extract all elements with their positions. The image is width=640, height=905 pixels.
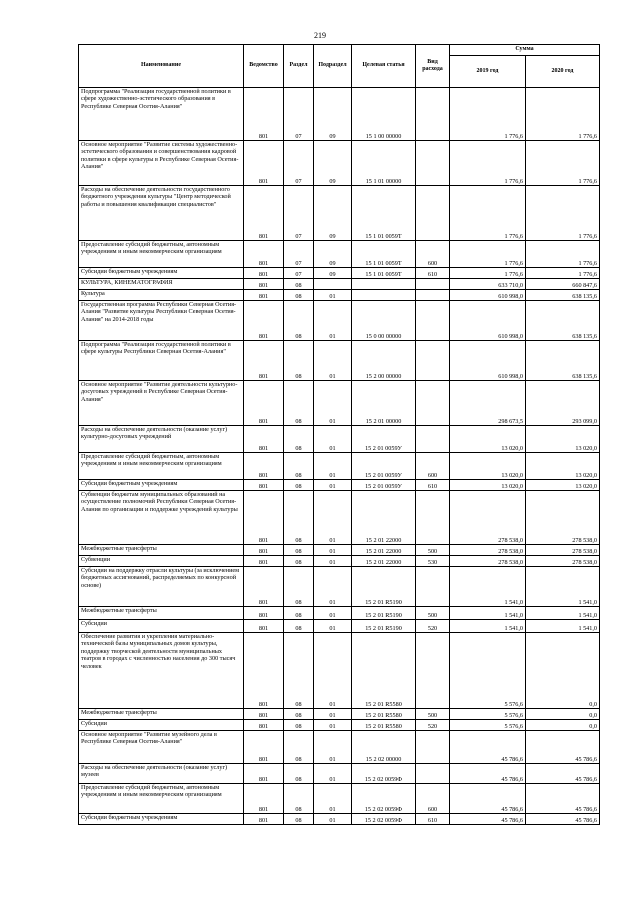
row-subsection: 09 xyxy=(314,88,352,141)
row-sum-2019: 45 786,6 xyxy=(450,814,526,825)
row-sum-2020: 13 020,0 xyxy=(526,480,600,491)
row-sum-2019: 298 673,5 xyxy=(450,381,526,426)
table-body xyxy=(79,88,600,825)
row-expense-type xyxy=(416,633,450,709)
row-expense-type: 500 xyxy=(416,545,450,556)
table-row xyxy=(79,241,600,268)
header-department: Ведомство xyxy=(244,45,284,88)
row-section: 08 xyxy=(284,607,314,620)
row-sum-2019: 5 576,6 xyxy=(450,633,526,709)
table-row xyxy=(79,556,600,567)
row-sum-2020: 13 020,0 xyxy=(526,453,600,480)
row-name: Межбюджетные трансферты xyxy=(79,607,244,620)
row-expense-type xyxy=(416,567,450,607)
row-department: 801 xyxy=(244,620,284,633)
row-name: Субсидии xyxy=(79,720,244,731)
row-target xyxy=(352,279,416,290)
row-sum-2019: 13 020,0 xyxy=(450,480,526,491)
row-department: 801 xyxy=(244,301,284,341)
row-target: 15 1 00 00000 xyxy=(352,88,416,141)
row-subsection: 01 xyxy=(314,633,352,709)
row-name: Подпрограмма "Реализация государственной политики в сфере культуры Республики Северная Осетия-Алания" xyxy=(79,341,244,381)
row-section: 08 xyxy=(284,633,314,709)
row-expense-type xyxy=(416,381,450,426)
header-subsection: Подраздел xyxy=(314,45,352,88)
row-expense-type xyxy=(416,426,450,453)
header-year-2020: 2020 год xyxy=(526,56,600,88)
row-sum-2019: 610 998,0 xyxy=(450,341,526,381)
row-subsection: 01 xyxy=(314,620,352,633)
row-sum-2019: 278 538,0 xyxy=(450,556,526,567)
row-section: 08 xyxy=(284,480,314,491)
row-subsection: 09 xyxy=(314,141,352,186)
row-department: 801 xyxy=(244,567,284,607)
row-expense-type: 530 xyxy=(416,556,450,567)
row-name: Субсидии бюджетным учреждениям xyxy=(79,268,244,279)
row-target: 15 1 01 0059Т xyxy=(352,186,416,241)
row-subsection xyxy=(314,279,352,290)
row-target: 15 2 01 22000 xyxy=(352,545,416,556)
table-row xyxy=(79,290,600,301)
row-name: Культура xyxy=(79,290,244,301)
table-row xyxy=(79,268,600,279)
row-section: 08 xyxy=(284,720,314,731)
row-expense-type xyxy=(416,88,450,141)
row-sum-2020: 1 541,0 xyxy=(526,567,600,607)
row-sum-2020: 278 538,0 xyxy=(526,545,600,556)
header-section: Раздел xyxy=(284,45,314,88)
row-name: Государственная программа Республики Северная Осетия-Алания "Развитие культуры Республики Северная Осетия-Алания" на 2014-2018 годы xyxy=(79,301,244,341)
row-subsection: 01 xyxy=(314,814,352,825)
row-department: 801 xyxy=(244,480,284,491)
row-section: 08 xyxy=(284,764,314,784)
row-name: Предоставление субсидий бюджетным, автономным учреждениям и иным некоммерческим организациям xyxy=(79,784,244,814)
row-name: Субсидии бюджетным учреждениям xyxy=(79,480,244,491)
row-section: 07 xyxy=(284,186,314,241)
row-sum-2019: 1 776,6 xyxy=(450,268,526,279)
row-section: 08 xyxy=(284,620,314,633)
row-department: 801 xyxy=(244,426,284,453)
row-section: 08 xyxy=(284,709,314,720)
row-sum-2019: 45 786,6 xyxy=(450,764,526,784)
row-department: 801 xyxy=(244,764,284,784)
row-sum-2020: 1 776,6 xyxy=(526,88,600,141)
row-target: 15 2 02 0059Ф xyxy=(352,814,416,825)
row-subsection: 01 xyxy=(314,709,352,720)
row-expense-type: 600 xyxy=(416,241,450,268)
row-section: 08 xyxy=(284,784,314,814)
row-sum-2020: 638 135,6 xyxy=(526,290,600,301)
row-name: Субсидии на поддержку отрасли культуры (за исключением бюджетных ассигнований, распределяемых по конкурсной основе) xyxy=(79,567,244,607)
row-sum-2020: 278 538,0 xyxy=(526,491,600,545)
table-row xyxy=(79,633,600,709)
row-target: 15 2 01 0059У xyxy=(352,426,416,453)
table-row xyxy=(79,620,600,633)
row-sum-2019: 610 998,0 xyxy=(450,290,526,301)
row-subsection: 01 xyxy=(314,720,352,731)
table-row xyxy=(79,731,600,764)
row-target: 15 2 02 00000 xyxy=(352,731,416,764)
table-row xyxy=(79,341,600,381)
row-sum-2020: 278 538,0 xyxy=(526,556,600,567)
row-name: Основное мероприятие "Развитие системы художественно-эстетического образования и совершенствования кадровой политики в сфере культуры в Республике Северная Осетия-Алания" xyxy=(79,141,244,186)
row-department: 801 xyxy=(244,491,284,545)
row-department: 801 xyxy=(244,268,284,279)
header-sum: Сумма xyxy=(450,45,600,56)
row-sum-2019: 1 776,6 xyxy=(450,241,526,268)
row-department: 801 xyxy=(244,381,284,426)
row-section: 08 xyxy=(284,426,314,453)
row-name: Межбюджетные трансферты xyxy=(79,709,244,720)
row-sum-2019: 610 998,0 xyxy=(450,301,526,341)
header-target: Целевая статья xyxy=(352,45,416,88)
table-row xyxy=(79,709,600,720)
header-name: Наименование xyxy=(79,45,244,88)
row-department: 801 xyxy=(244,141,284,186)
row-expense-type xyxy=(416,341,450,381)
row-sum-2020: 1 776,6 xyxy=(526,186,600,241)
row-section: 08 xyxy=(284,731,314,764)
row-sum-2020: 45 786,6 xyxy=(526,731,600,764)
table-row xyxy=(79,141,600,186)
table-row xyxy=(79,186,600,241)
row-subsection: 01 xyxy=(314,556,352,567)
row-section: 08 xyxy=(284,491,314,545)
row-sum-2020: 45 786,6 xyxy=(526,784,600,814)
row-target: 15 2 01 R5580 xyxy=(352,633,416,709)
row-target: 15 2 01 22000 xyxy=(352,491,416,545)
row-section: 07 xyxy=(284,141,314,186)
row-department: 801 xyxy=(244,556,284,567)
row-department: 801 xyxy=(244,453,284,480)
row-name: Расходы на обеспечение деятельности государственного бюджетного учреждения культуры "Центр методической работы и повышения квалификации специалистов" xyxy=(79,186,244,241)
row-target: 15 2 01 R5580 xyxy=(352,720,416,731)
row-section: 07 xyxy=(284,268,314,279)
row-sum-2019: 45 786,6 xyxy=(450,731,526,764)
row-sum-2020: 45 786,6 xyxy=(526,814,600,825)
row-section: 07 xyxy=(284,88,314,141)
row-sum-2020: 1 776,6 xyxy=(526,141,600,186)
row-sum-2020: 1 776,6 xyxy=(526,241,600,268)
table-row xyxy=(79,480,600,491)
row-target: 15 2 00 00000 xyxy=(352,341,416,381)
row-subsection: 01 xyxy=(314,607,352,620)
row-subsection: 01 xyxy=(314,341,352,381)
table-row xyxy=(79,545,600,556)
table-row xyxy=(79,381,600,426)
row-sum-2020: 1 776,6 xyxy=(526,268,600,279)
row-section: 08 xyxy=(284,341,314,381)
row-target: 15 2 01 R5190 xyxy=(352,567,416,607)
row-name: Основное мероприятие "Развитие музейного дела в Республике Северная Осетия-Алания" xyxy=(79,731,244,764)
row-sum-2020: 0,0 xyxy=(526,720,600,731)
row-department: 801 xyxy=(244,731,284,764)
row-sum-2019: 278 538,0 xyxy=(450,491,526,545)
row-name: Расходы на обеспечение деятельности (оказание услуг) музеев xyxy=(79,764,244,784)
row-target: 15 2 01 0059У xyxy=(352,480,416,491)
row-name: Предоставление субсидий бюджетным, автономным учреждениям и иным некоммерческим организациям xyxy=(79,241,244,268)
row-name: Субвенции бюджетам муниципальных образований на осуществление полномочий Республики Северная Осетия-Алания по организации и поддержке учреждений культуры xyxy=(79,491,244,545)
row-expense-type: 600 xyxy=(416,453,450,480)
row-name: Обеспечение развития и укрепления материально-технической базы муниципальных домов культуры, поддержку творческой деятельности муниципальных театров в городах с численностью населения до 300 тысяч человек xyxy=(79,633,244,709)
row-expense-type: 520 xyxy=(416,620,450,633)
row-target: 15 1 01 00000 xyxy=(352,141,416,186)
row-department: 801 xyxy=(244,720,284,731)
row-sum-2020: 45 786,6 xyxy=(526,764,600,784)
row-expense-type: 520 xyxy=(416,720,450,731)
row-subsection: 01 xyxy=(314,480,352,491)
row-name: Основное мероприятие "Развитие деятельности культурно-досуговых учреждений в Республике Северная Осетия-Алания" xyxy=(79,381,244,426)
row-department: 801 xyxy=(244,709,284,720)
row-sum-2019: 1 541,0 xyxy=(450,620,526,633)
row-expense-type xyxy=(416,186,450,241)
row-section: 08 xyxy=(284,567,314,607)
table-row xyxy=(79,784,600,814)
row-name: Субвенции xyxy=(79,556,244,567)
header-expense-type: Вид расхода xyxy=(416,45,450,88)
row-expense-type xyxy=(416,279,450,290)
row-sum-2019: 13 020,0 xyxy=(450,453,526,480)
row-expense-type xyxy=(416,491,450,545)
row-name: Предоставление субсидий бюджетным, автономным учреждениям и иным некоммерческим организациям xyxy=(79,453,244,480)
row-subsection: 01 xyxy=(314,764,352,784)
table-row xyxy=(79,88,600,141)
row-expense-type xyxy=(416,764,450,784)
table-row xyxy=(79,279,600,290)
row-sum-2019: 1 776,6 xyxy=(450,141,526,186)
row-section: 08 xyxy=(284,301,314,341)
row-target: 15 2 02 0059Ф xyxy=(352,784,416,814)
row-subsection: 01 xyxy=(314,381,352,426)
row-expense-type: 600 xyxy=(416,784,450,814)
row-expense-type: 500 xyxy=(416,709,450,720)
row-subsection: 01 xyxy=(314,731,352,764)
row-expense-type xyxy=(416,731,450,764)
row-section: 08 xyxy=(284,545,314,556)
row-subsection: 01 xyxy=(314,491,352,545)
row-name: Расходы на обеспечение деятельности (оказание услуг) культурно-досуговых учреждений xyxy=(79,426,244,453)
row-subsection: 01 xyxy=(314,784,352,814)
row-sum-2020: 0,0 xyxy=(526,633,600,709)
row-subsection: 09 xyxy=(314,268,352,279)
row-sum-2019: 1 541,0 xyxy=(450,607,526,620)
row-section: 07 xyxy=(284,241,314,268)
row-name: Подпрограмма "Реализация государственной политики в сфере художественно-эстетического образования в Республике Северная Осетия-Алания" xyxy=(79,88,244,141)
table-row xyxy=(79,607,600,620)
row-subsection: 01 xyxy=(314,453,352,480)
row-sum-2020: 0,0 xyxy=(526,709,600,720)
row-department: 801 xyxy=(244,186,284,241)
row-subsection: 09 xyxy=(314,241,352,268)
row-section: 08 xyxy=(284,556,314,567)
row-sum-2020: 638 135,6 xyxy=(526,301,600,341)
row-sum-2020: 660 847,6 xyxy=(526,279,600,290)
row-department: 801 xyxy=(244,88,284,141)
row-expense-type: 610 xyxy=(416,814,450,825)
row-section: 08 xyxy=(284,453,314,480)
row-department: 801 xyxy=(244,341,284,381)
row-target: 15 2 01 R5190 xyxy=(352,607,416,620)
row-department: 801 xyxy=(244,545,284,556)
row-sum-2019: 1 776,6 xyxy=(450,186,526,241)
row-target: 15 2 01 00000 xyxy=(352,381,416,426)
page-number: 219 xyxy=(314,31,326,40)
row-subsection: 01 xyxy=(314,426,352,453)
row-sum-2019: 45 786,6 xyxy=(450,784,526,814)
row-expense-type: 610 xyxy=(416,268,450,279)
table-row xyxy=(79,453,600,480)
table-row xyxy=(79,814,600,825)
row-target: 15 2 01 R5580 xyxy=(352,709,416,720)
row-expense-type: 610 xyxy=(416,480,450,491)
row-expense-type: 500 xyxy=(416,607,450,620)
budget-table xyxy=(78,44,600,825)
row-section: 08 xyxy=(284,381,314,426)
row-department: 801 xyxy=(244,279,284,290)
row-sum-2020: 293 099,0 xyxy=(526,381,600,426)
table-row xyxy=(79,426,600,453)
row-section: 08 xyxy=(284,814,314,825)
row-department: 801 xyxy=(244,241,284,268)
row-department: 801 xyxy=(244,784,284,814)
row-sum-2019: 5 576,6 xyxy=(450,709,526,720)
row-sum-2020: 13 020,0 xyxy=(526,426,600,453)
header-year-2019: 2019 год xyxy=(450,56,526,88)
row-subsection: 01 xyxy=(314,301,352,341)
row-sum-2020: 638 135,6 xyxy=(526,341,600,381)
row-expense-type xyxy=(416,141,450,186)
row-sum-2019: 5 576,6 xyxy=(450,720,526,731)
row-sum-2020: 1 541,0 xyxy=(526,620,600,633)
row-name: КУЛЬТУРА, КИНЕМАТОГРАФИЯ xyxy=(79,279,244,290)
row-department: 801 xyxy=(244,607,284,620)
row-section: 08 xyxy=(284,290,314,301)
row-target: 15 2 01 0059У xyxy=(352,453,416,480)
row-subsection: 01 xyxy=(314,290,352,301)
row-sum-2019: 1 541,0 xyxy=(450,567,526,607)
row-expense-type xyxy=(416,301,450,341)
row-sum-2019: 278 538,0 xyxy=(450,545,526,556)
row-name: Субсидии xyxy=(79,620,244,633)
row-target: 15 2 02 0059Ф xyxy=(352,764,416,784)
row-department: 801 xyxy=(244,633,284,709)
row-expense-type xyxy=(416,290,450,301)
table-row xyxy=(79,567,600,607)
row-sum-2019: 13 020,0 xyxy=(450,426,526,453)
row-subsection: 01 xyxy=(314,567,352,607)
row-subsection: 09 xyxy=(314,186,352,241)
row-target: 15 1 01 0059Т xyxy=(352,268,416,279)
row-sum-2019: 633 710,0 xyxy=(450,279,526,290)
row-sum-2019: 1 776,6 xyxy=(450,88,526,141)
table-row xyxy=(79,491,600,545)
row-target: 15 0 00 00000 xyxy=(352,301,416,341)
table-row xyxy=(79,764,600,784)
table-row xyxy=(79,301,600,341)
row-target: 15 2 01 22000 xyxy=(352,556,416,567)
row-target: 15 1 01 0059Т xyxy=(352,241,416,268)
table-row xyxy=(79,720,600,731)
row-target xyxy=(352,290,416,301)
row-target: 15 2 01 R5190 xyxy=(352,620,416,633)
row-department: 801 xyxy=(244,290,284,301)
row-sum-2020: 1 541,0 xyxy=(526,607,600,620)
row-section: 08 xyxy=(284,279,314,290)
row-subsection: 01 xyxy=(314,545,352,556)
row-name: Межбюджетные трансферты xyxy=(79,545,244,556)
row-name: Субсидии бюджетным учреждениям xyxy=(79,814,244,825)
row-department: 801 xyxy=(244,814,284,825)
